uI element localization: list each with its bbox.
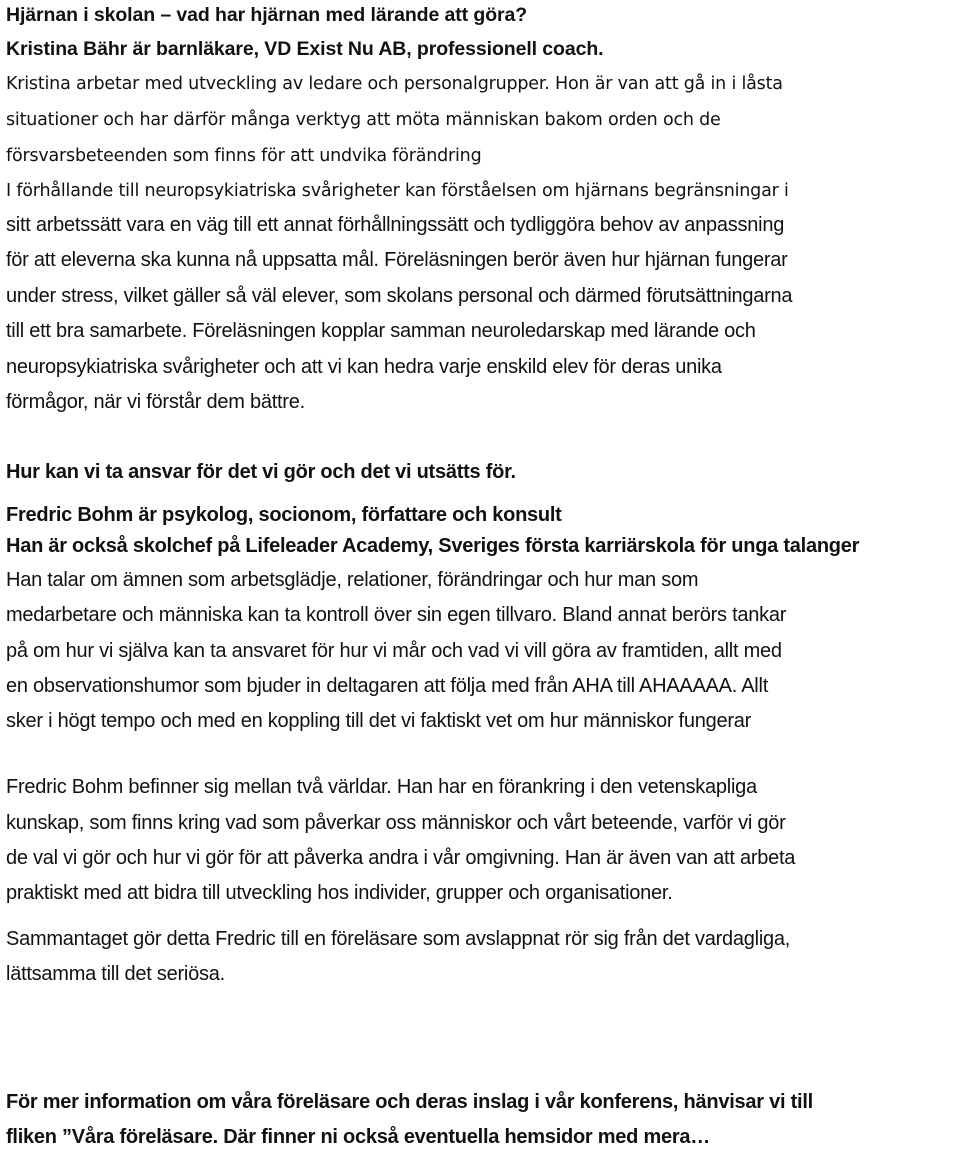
body-text-line: Kristina arbetar med utveckling av ledare och personalgrupper. Hon är van att gå in i låsta [6, 74, 783, 94]
body-text-line: kunskap, som finns kring vad som påverkar oss människor och vårt beteende, varför vi gör [6, 812, 786, 834]
body-text-line: de val vi gör och hur vi gör för att påverka andra i vår omgivning. Han är även van att arbeta [6, 847, 796, 869]
body-text-line: Fredric Bohm befinner sig mellan två världar. Han har en förankring i den vetenskapliga [6, 776, 757, 798]
body-text-line: neuropsykiatriska svårigheter och att vi kan hedra varje enskild elev för deras unika [6, 356, 722, 378]
body-text-line: förmågor, när vi förstår dem bättre. [6, 391, 305, 413]
body-text-line: praktiskt med att bidra till utveckling hos individer, grupper och organisationer. [6, 882, 673, 904]
body-text-line: I förhållande till neuropsykiatriska svårigheter kan förståelsen om hjärnans begränsningar i [6, 181, 789, 201]
body-text-line: Sammantaget gör detta Fredric till en föreläsare som avslappnat rör sig från det vardagliga, [6, 928, 791, 950]
speaker-line: Han är också skolchef på Lifeleader Academy, Sveriges första karriärskola för unga talanger [6, 535, 860, 557]
body-text-line: sker i högt tempo och med en koppling till det vi faktiskt vet om hur människor fungerar [6, 710, 752, 732]
section-heading: Hur kan vi ta ansvar för det vi gör och det vi utsätts för. [6, 461, 516, 483]
body-text-line: en observationshumor som bjuder in deltagaren att följa med från AHA till AHAAAAA. Allt [6, 675, 768, 697]
body-text-line: under stress, vilket gäller så väl elever, som skolans personal och därmed förutsättningarna [6, 285, 793, 307]
body-text-line: lättsamma till det seriösa. [6, 963, 225, 985]
body-text-line: på om hur vi själva kan ta ansvaret för hur vi mår och vad vi vill göra av framtiden, allt med [6, 640, 782, 662]
footer-note: fliken ”Våra föreläsare. Där finner ni också eventuella hemsidor med mera… [6, 1126, 711, 1148]
body-text-line: situationer och har därför många verktyg att möta människan bakom orden och de [6, 110, 721, 130]
body-text-line: försvarsbeteenden som finns för att undvika förändring [6, 146, 482, 166]
body-text-line: Han talar om ämnen som arbetsglädje, relationer, förändringar och hur man som [6, 569, 699, 591]
body-text-line: sitt arbetssätt vara en väg till ett annat förhållningssätt och tydliggöra behov av anpassning [6, 214, 785, 236]
footer-note: För mer information om våra föreläsare och deras inslag i vår konferens, hänvisar vi till [6, 1091, 813, 1113]
speaker-line: Fredric Bohm är psykolog, socionom, författare och konsult [6, 504, 562, 526]
section-heading: Hjärnan i skolan – vad har hjärnan med lärande att göra? [6, 4, 528, 26]
body-text-line: medarbetare och människa kan ta kontroll över sin egen tillvaro. Bland annat berörs tankar [6, 604, 787, 626]
speaker-line: Kristina Bähr är barnläkare, VD Exist Nu AB, professionell coach. [6, 38, 604, 60]
body-text-line: till ett bra samarbete. Föreläsningen kopplar samman neuroledarskap med lärande och [6, 320, 756, 342]
body-text-line: för att eleverna ska kunna nå uppsatta mål. Föreläsningen berör även hur hjärnan fungerar [6, 249, 788, 271]
